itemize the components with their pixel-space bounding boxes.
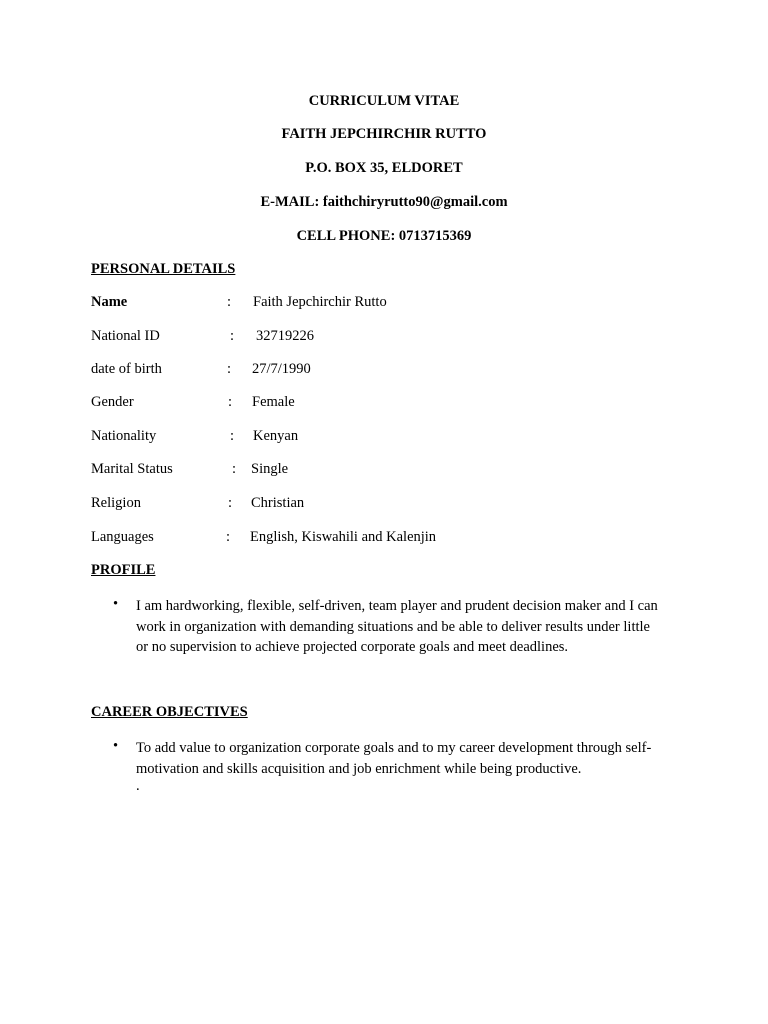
profile-text [136,596,691,658]
detail-label: Languages [91,529,154,545]
career-objectives-text [136,738,691,779]
profile-line: I am hardworking, flexible, self-driven, team player and prudent decision maker and I can [136,598,658,614]
detail-row-date-of-birth [91,361,691,381]
profile-heading: PROFILE [91,562,156,578]
detail-value: 27/7/1990 [252,361,311,377]
personal-details-heading: PERSONAL DETAILS [91,261,236,277]
detail-value: Kenyan [253,428,299,444]
applicant-name: FAITH JEPCHIRCHIR RUTTO [281,126,487,142]
detail-separator: : [227,361,232,377]
detail-row-religion [91,495,691,515]
detail-separator: : [230,428,235,444]
detail-value: Christian [251,495,305,511]
bullet-icon: • [113,738,119,754]
trailing-period: . [136,778,140,794]
detail-row-languages [91,529,691,549]
detail-label: Religion [91,495,141,511]
detail-row-nationality [91,428,691,448]
detail-label: Nationality [91,428,157,444]
detail-separator: : [228,394,233,410]
detail-row-name [91,294,691,314]
detail-value: 32719226 [256,328,314,344]
detail-value: English, Kiswahili and Kalenjin [250,529,437,545]
career-objectives-heading: CAREER OBJECTIVES [91,704,248,720]
detail-value: Female [252,394,295,410]
detail-label: Name [91,294,128,310]
detail-row-marital-status [91,461,691,481]
email-line: E-MAIL: faithchiryrutto90@gmail.com [260,194,508,210]
detail-separator: : [227,294,232,310]
profile-line: work in organization with demanding situations and be able to deliver results under little [136,618,650,635]
detail-separator: : [228,495,233,511]
phone-line: CELL PHONE: 0713715369 [296,228,472,244]
profile-line: or no supervision to achieve projected corporate goals and meet deadlines. [136,639,569,655]
document-title: CURRICULUM VITAE [308,93,460,109]
detail-separator: : [230,328,235,344]
bullet-icon: • [113,596,119,612]
career-objectives-line: motivation and skills acquisition and job enrichment while being productive. [136,760,582,777]
detail-label: National ID [91,328,160,344]
detail-separator: : [226,529,231,545]
career-objectives-line: To add value to organization corporate goals and to my career development through self- [136,740,652,756]
detail-separator: : [232,461,237,477]
detail-label: date of birth [91,361,162,377]
detail-row-national-id [91,328,691,348]
detail-row-gender [91,394,691,414]
detail-label: Marital Status [91,461,173,477]
postal-address: P.O. BOX 35, ELDORET [305,160,463,176]
detail-value: Faith Jepchirchir Rutto [253,294,387,310]
detail-value: Single [251,461,289,477]
detail-label: Gender [91,394,134,410]
